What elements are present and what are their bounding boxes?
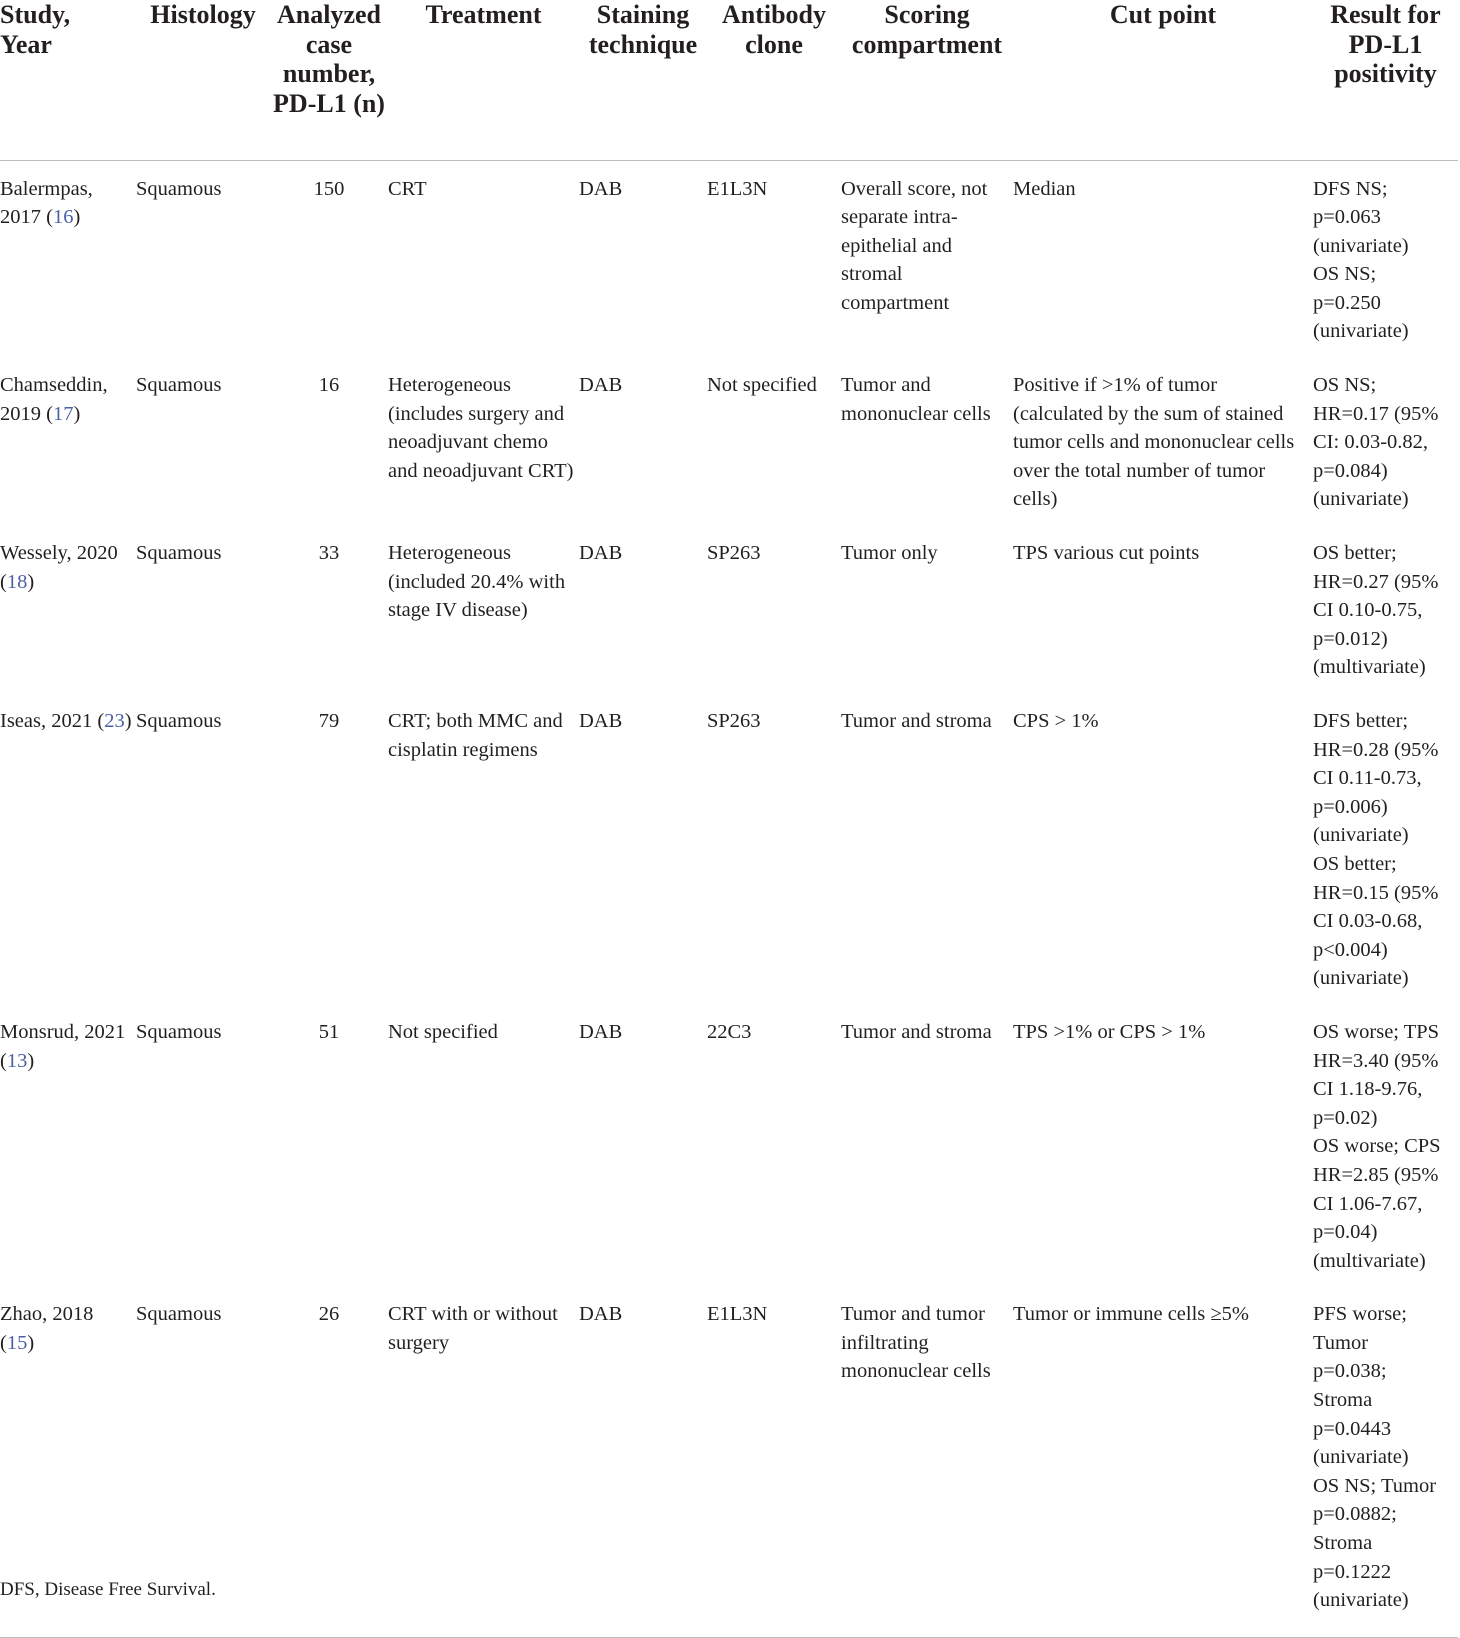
cell-study — [0, 1004, 136, 1286]
cell-result: OS worse; TPS HR=3.40 (95% CI 1.18-9.76, p=0.02) OS worse; CPS HR=2.85 (95% CI 1.06-7.67, p=0.04) (multivariate) — [1313, 1020, 1441, 1272]
cell-case-number: 51 — [318, 1020, 340, 1043]
cell-scoring: Tumor and stroma — [841, 710, 992, 732]
reference-link[interactable]: 17 — [52, 402, 74, 425]
header-treatment: Treatment — [388, 0, 579, 160]
cell-histology: Squamous — [136, 1286, 270, 1637]
cell-cut-point: Median — [1013, 177, 1076, 200]
header-scoring-compartment: Scoring compartment — [841, 0, 1013, 160]
header-study-year: Study, Year — [0, 0, 136, 160]
cell-scoring: Overall score, not separate intra-epithelial and stromal compartment — [841, 177, 988, 314]
cell-antibody: Not specified — [707, 374, 817, 397]
cell-study — [0, 160, 136, 357]
reference-link[interactable]: 23 — [104, 710, 125, 732]
cell-staining: DAB — [579, 177, 623, 200]
cell-scoring: Tumor only — [841, 542, 938, 565]
cell-treatment: CRT; both MMC and cisplatin regimens — [388, 710, 563, 761]
header-staining-technique: Staining technique — [579, 0, 707, 160]
table-row — [0, 693, 1458, 1004]
cell-cut-point: TPS various cut points — [1013, 542, 1200, 565]
reference-link[interactable]: 16 — [52, 206, 74, 229]
reference-link[interactable]: 13 — [6, 1049, 28, 1072]
cell-antibody: SP263 — [707, 710, 761, 732]
study-text-end: ) — [27, 570, 35, 593]
table-row — [0, 525, 1458, 693]
table-row — [0, 1004, 1458, 1286]
study-text-end: ) — [73, 402, 81, 425]
study-text: Iseas, 2021 ( — [0, 710, 105, 732]
study-text: Balermpas, 2017 ( — [0, 177, 93, 229]
cell-scoring: Tumor and tumor infiltrating mononuclear cells — [841, 1286, 1013, 1637]
cell-histology: Squamous — [136, 710, 222, 732]
study-text-end: ) — [27, 1049, 35, 1072]
cell-staining: DAB — [579, 374, 623, 397]
header-histology: Histology — [136, 0, 270, 160]
study-text: Monsrud, 2021 ( — [0, 1020, 126, 1072]
cell-cut-point: Positive if >1% of tumor (calculated by the sum of stained tumor cells and mononuclear cells over the total number of tumor cells) — [1013, 374, 1295, 511]
cell-result: DFS better; HR=0.28 (95% CI 0.11-0.73, p=0.006) (univariate) OS better; HR=0.15 (95% CI 0.03-0.68, p<0.004) (univariate) — [1313, 710, 1439, 990]
cell-case-number: 33 — [318, 542, 340, 565]
table-row — [0, 357, 1458, 525]
header-result-pdl1: Result for PD-L1 positivity — [1313, 0, 1458, 160]
table-body — [0, 160, 1458, 1637]
cell-antibody: SP263 — [707, 542, 761, 565]
table-row — [0, 160, 1458, 357]
cell-cut-point: CPS > 1% — [1013, 710, 1099, 732]
cell-cut-point: TPS >1% or CPS > 1% — [1013, 1020, 1206, 1043]
cell-treatment: Heterogeneous (included 20.4% with stage IV disease) — [388, 542, 566, 622]
study-text: Wessely, 2020 ( — [0, 542, 118, 593]
cell-cut-point: Tumor or immune cells ≥5% — [1013, 1286, 1313, 1637]
cell-treatment: Not specified — [388, 1020, 498, 1043]
cell-staining: DAB — [579, 1286, 707, 1637]
reference-link[interactable]: 18 — [6, 570, 28, 593]
study-text: Zhao, 2018 ( — [0, 1303, 94, 1354]
cell-result: OS NS; HR=0.17 (95% CI: 0.03-0.82, p=0.084) (univariate) — [1313, 374, 1439, 511]
cell-antibody: E1L3N — [707, 177, 768, 200]
table-footnote: DFS, Disease Free Survival. — [0, 1579, 216, 1600]
cell-scoring: Tumor and stroma — [841, 1020, 992, 1043]
cell-case-number: 26 — [270, 1286, 388, 1637]
cell-staining: DAB — [579, 710, 623, 732]
cell-study — [0, 693, 136, 1004]
cell-histology: Squamous — [136, 542, 222, 565]
study-text-end: ) — [124, 710, 132, 732]
header-analyzed-case-number: Analyzed case number, PD-L1 (n) — [270, 0, 388, 160]
cell-result: DFS NS; p=0.063 (univariate) OS NS; p=0.250 (univariate) — [1313, 177, 1409, 343]
cell-scoring: Tumor and mononuclear cells — [841, 374, 991, 425]
cell-study — [0, 525, 136, 693]
study-text-end: ) — [73, 206, 81, 229]
header-cut-point: Cut point — [1013, 0, 1313, 160]
study-text: Chamseddin, 2019 ( — [0, 374, 108, 425]
cell-treatment: Heterogeneous (includes surgery and neoadjuvant chemo and neoadjuvant CRT) — [388, 374, 574, 482]
cell-result: OS better; HR=0.27 (95% CI 0.10-0.75, p=0.012) (multivariate) — [1313, 542, 1439, 679]
cell-study — [0, 357, 136, 525]
header-antibody-clone: Antibody clone — [707, 0, 841, 160]
cell-histology: Squamous — [136, 1020, 222, 1043]
cell-treatment: CRT — [388, 177, 427, 200]
cell-case-number: 150 — [313, 177, 345, 200]
cell-staining: DAB — [579, 542, 623, 565]
cell-result: PFS worse; Tumor p=0.038; Stroma p=0.0443 (univariate) OS NS; Tumor p=0.0882; Stroma p=0.1222 (univariate) — [1313, 1286, 1458, 1637]
cell-staining: DAB — [579, 1020, 623, 1043]
cell-antibody: E1L3N — [707, 1286, 841, 1637]
cell-histology: Squamous — [136, 177, 222, 200]
table-row — [0, 1286, 1458, 1637]
cell-treatment: CRT with or without surgery — [388, 1286, 579, 1637]
cell-case-number: 16 — [318, 374, 340, 397]
study-text-end: ) — [27, 1331, 35, 1354]
cell-antibody: 22C3 — [707, 1020, 752, 1043]
cell-case-number: 79 — [318, 710, 340, 732]
table-header — [0, 0, 1458, 160]
cell-histology: Squamous — [136, 374, 222, 397]
reference-link[interactable]: 15 — [6, 1331, 28, 1354]
